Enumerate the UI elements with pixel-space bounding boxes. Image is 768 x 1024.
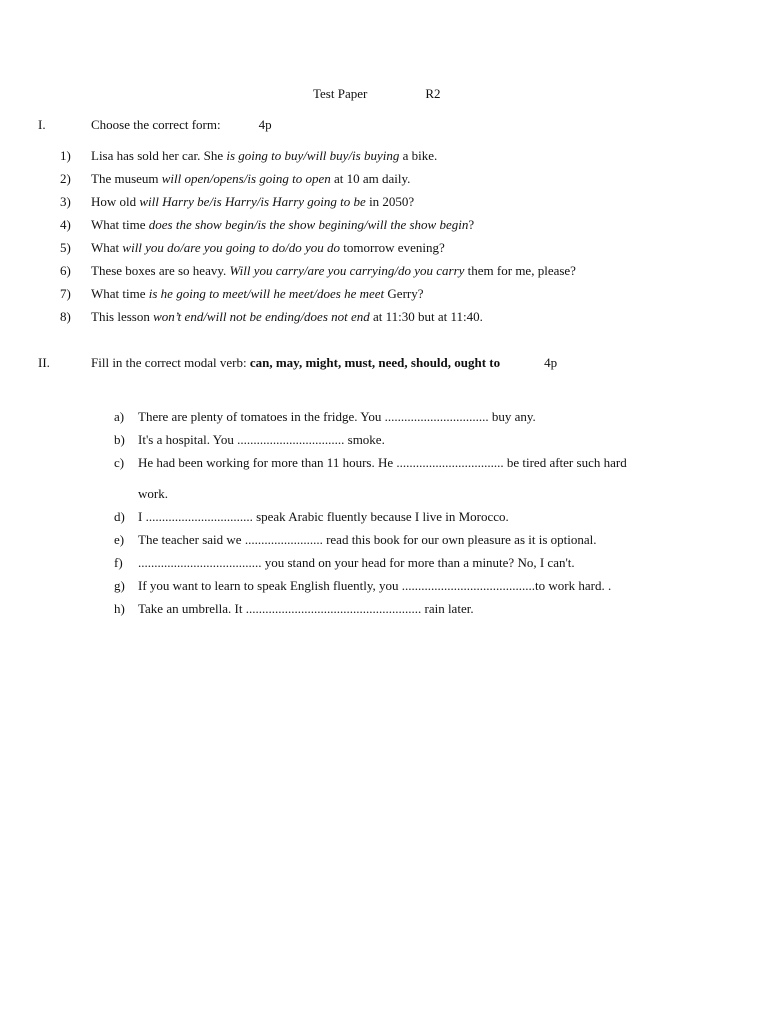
- section-2-instruction: Fill in the correct modal verb:: [91, 355, 250, 370]
- section-1-list: [60, 148, 576, 332]
- item-text: It's a hospital. You ................................. smoke.: [138, 432, 385, 447]
- section-1-instruction: Choose the correct form:: [91, 117, 221, 132]
- item-letter: e): [114, 532, 125, 547]
- item-letter: c): [114, 455, 125, 470]
- item-options: will open/opens/is going to open: [161, 171, 331, 186]
- item-number: 6): [60, 263, 71, 278]
- item-text: Take an umbrella. It ...................................................... rain later.: [138, 601, 474, 616]
- section-1-heading: [38, 117, 272, 133]
- item-options: Will you carry/are you carrying/do you carry: [229, 263, 465, 278]
- list-item: [60, 286, 576, 309]
- item-text: How old: [91, 194, 140, 209]
- item-text: I ................................. speak Arabic fluently because I live in Morocco.: [138, 509, 509, 524]
- item-letter: b): [114, 432, 125, 447]
- list-item: [60, 194, 576, 217]
- item-number: 7): [60, 286, 71, 301]
- list-item: [60, 171, 576, 194]
- item-text: at 11:30 but at 11:40.: [369, 309, 483, 324]
- item-number: 8): [60, 309, 71, 324]
- item-text: Lisa has sold her car. She: [91, 148, 227, 163]
- item-text: The museum: [91, 171, 162, 186]
- title-text: Test Paper: [313, 86, 368, 101]
- section-2-number: II.: [38, 355, 50, 370]
- item-letter: g): [114, 578, 125, 593]
- item-number: 3): [60, 194, 71, 209]
- item-options: is going to buy/will buy/is buying: [226, 148, 400, 163]
- item-text: He had been working for more than 11 hours. He ................................. be tired after such hard: [138, 455, 627, 470]
- item-letter: d): [114, 509, 125, 524]
- list-item: [60, 217, 576, 240]
- item-text: What time: [91, 217, 149, 232]
- section-1-number: I.: [38, 117, 46, 132]
- list-item: [114, 447, 627, 509]
- list-item: [60, 309, 576, 332]
- item-letter: f): [114, 555, 123, 570]
- item-number: 4): [60, 217, 71, 232]
- title-code: R2: [425, 86, 441, 101]
- item-text: a bike.: [399, 148, 438, 163]
- item-options: does the show begin/is the show begining/will the show begin: [148, 217, 469, 232]
- item-text: ...................................... you stand on your head for more than a minute? No, I can't.: [138, 555, 575, 570]
- list-item: [60, 263, 576, 286]
- item-number: 5): [60, 240, 71, 255]
- section-2-list: [114, 401, 627, 624]
- item-text: This lesson: [91, 309, 154, 324]
- section-2-heading: [38, 355, 557, 371]
- item-letter: h): [114, 601, 125, 616]
- item-text: These boxes are so heavy.: [91, 263, 230, 278]
- item-options: will you do/are you going to do/do you do: [122, 240, 341, 255]
- item-text: them for me, please?: [464, 263, 576, 278]
- list-item: [60, 148, 576, 171]
- item-text: Gerry?: [384, 286, 424, 301]
- item-text: If you want to learn to speak English fluently, you .........................................to work hard. .: [138, 578, 612, 593]
- item-text: There are plenty of tomatoes in the fridge. You ................................ buy any.: [138, 409, 536, 424]
- section-2-verbs: can, may, might, must, need, should, ought to: [249, 355, 501, 370]
- item-text: ?: [468, 217, 475, 232]
- section-1-points: 4p: [258, 117, 272, 132]
- item-text-continuation: work.: [138, 486, 168, 501]
- item-options: will Harry be/is Harry/is Harry going to be: [139, 194, 366, 209]
- item-options: won’t end/will not be ending/does not end: [153, 309, 370, 324]
- item-text: What: [91, 240, 123, 255]
- page-title: [313, 86, 441, 102]
- item-number: 1): [60, 148, 71, 163]
- item-number: 2): [60, 171, 71, 186]
- list-item: [60, 240, 576, 263]
- item-text: in 2050?: [365, 194, 415, 209]
- item-letter: a): [114, 409, 125, 424]
- item-text: tomorrow evening?: [340, 240, 445, 255]
- item-text: at 10 am daily.: [330, 171, 411, 186]
- section-2-points: 4p: [544, 355, 558, 370]
- item-text: The teacher said we ........................ read this book for our own pleasure as it is optional.: [138, 532, 597, 547]
- item-options: is he going to meet/will he meet/does he meet: [148, 286, 385, 301]
- item-text: What time: [91, 286, 149, 301]
